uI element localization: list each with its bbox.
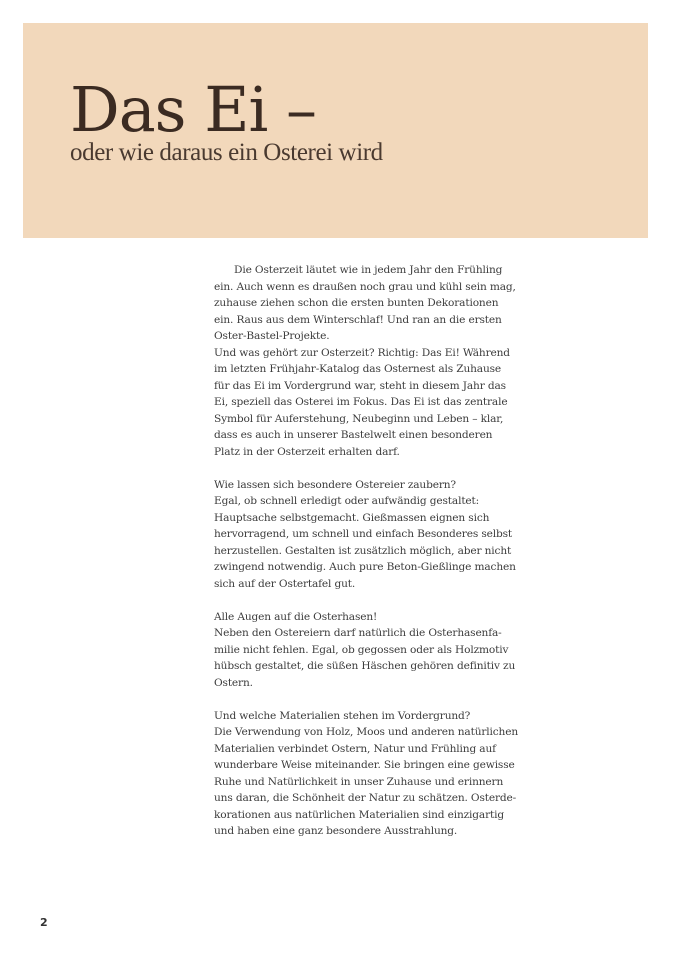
text-line: korationen aus natürlichen Materialien sind einzigartig xyxy=(214,808,504,821)
paragraph-osterhasen xyxy=(214,609,516,692)
text-line: Die Verwendung von Holz, Moos und anderen natürlichen xyxy=(214,726,519,738)
text-line: herzustellen. Gestalten ist zusätzlich möglich, aber nicht xyxy=(214,544,512,557)
text-line: Neben den Ostereiern darf natürlich die Osterhasenfa- xyxy=(214,627,502,639)
text-line: für das Ei im Vordergrund war, steht in diesem Jahr das xyxy=(214,379,506,392)
page-subtitle: oder wie daraus ein Osterei wird xyxy=(70,139,383,166)
text-line: uns daran, die Schönheit der Natur zu schätzen. Osterde- xyxy=(214,792,517,804)
text-line: Ei, speziell das Osterei im Fokus. Das Ei ist das zentrale xyxy=(214,396,508,408)
paragraph-gap xyxy=(214,460,496,477)
section-heading: Wie lassen sich besondere Ostereier zaubern? xyxy=(214,478,456,491)
page-number: 2 xyxy=(40,916,48,929)
article-body xyxy=(214,262,519,840)
paragraph-materialien xyxy=(214,708,519,840)
text-line: zwingend notwendig. Auch pure Beton-Gießlinge machen xyxy=(214,561,516,573)
paragraph-ostereier xyxy=(214,477,516,593)
page-title: Das Ei – xyxy=(70,73,316,146)
text-line: Ruhe und Natürlichkeit in unser Zuhause und erinnern xyxy=(214,775,504,788)
text-line: Ostern. xyxy=(214,676,253,689)
paragraph-intro xyxy=(214,262,516,460)
paragraph-gap xyxy=(214,691,496,708)
text-line: Oster-Bastel-Projekte. xyxy=(214,330,330,342)
text-line: Platz in der Osterzeit erhalten darf. xyxy=(214,445,400,458)
text-line: Und was gehört zur Osterzeit? Richtig: Das Ei! Während xyxy=(214,346,510,359)
text-line: hübsch gestaltet, die süßen Häschen gehören definitiv zu xyxy=(214,660,516,672)
text-line: Egal, ob schnell erledigt oder aufwändig gestaltet: xyxy=(214,495,480,507)
text-line: ein. Auch wenn es draußen noch grau und kühl sein mag, xyxy=(214,280,516,293)
text-line: im letzten Frühjahr-Katalog das Osternest als Zuhause xyxy=(214,363,502,375)
paragraph-gap xyxy=(214,592,496,609)
text-line: ein. Raus aus dem Winterschlaf! Und ran an die ersten xyxy=(214,313,502,326)
text-line: zuhause ziehen schon die ersten bunten Dekorationen xyxy=(214,297,499,309)
text-line: hervorragend, um schnell und einfach Besonderes selbst xyxy=(214,528,513,540)
section-heading: Alle Augen auf die Osterhasen! xyxy=(214,610,378,623)
text-line: wunderbare Weise miteinander. Sie bringen eine gewisse xyxy=(214,759,515,771)
text-line: Symbol für Auferstehung, Neubeginn und Leben – klar, xyxy=(214,412,504,425)
text-line: milie nicht fehlen. Egal, ob gegossen oder als Holzmotiv xyxy=(214,643,509,656)
text-line: und haben eine ganz besondere Ausstrahlung. xyxy=(214,825,458,837)
section-heading: Und welche Materialien stehen im Vordergrund? xyxy=(214,709,471,722)
text-line: Materialien verbindet Ostern, Natur und Frühling auf xyxy=(214,742,496,755)
text-line: sich auf der Ostertafel gut. xyxy=(214,577,356,590)
text-line: Hauptsache selbstgemacht. Gießmassen eignen sich xyxy=(214,511,490,524)
text-line: Die Osterzeit läutet wie in jedem Jahr den Frühling xyxy=(234,264,503,276)
text-line: dass es auch in unserer Bastelwelt einen besonderen xyxy=(214,429,493,441)
